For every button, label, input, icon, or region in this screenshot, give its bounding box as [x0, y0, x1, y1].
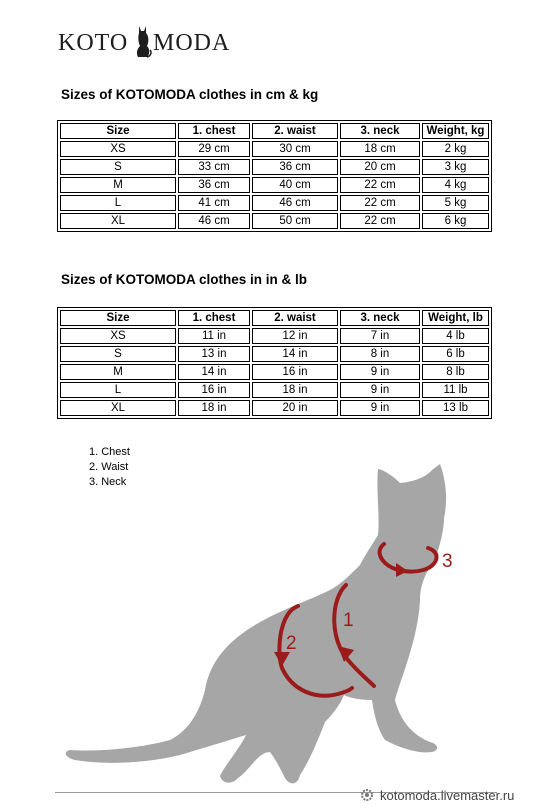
- table-cell: 6 kg: [422, 213, 489, 229]
- footer: [360, 788, 514, 803]
- table-cell: 18 cm: [340, 141, 420, 157]
- table-cell: 13 in: [178, 346, 250, 362]
- table-cell: 9 in: [340, 400, 420, 416]
- table-cell: 11 lb: [422, 382, 489, 398]
- gear-icon: [360, 788, 374, 802]
- column-header: 3. neck: [340, 310, 420, 326]
- table-cell: 18 in: [178, 400, 250, 416]
- waist-marker: 2: [286, 633, 297, 654]
- table-cell: L: [60, 382, 176, 398]
- table-cell: 7 in: [340, 328, 420, 344]
- table-cell: 30 cm: [252, 141, 338, 157]
- table-cell: 16 in: [178, 382, 250, 398]
- column-header: Weight, kg: [422, 123, 489, 139]
- column-header: 1. chest: [178, 123, 250, 139]
- table-cell: 8 in: [340, 346, 420, 362]
- column-header: Weight, lb: [422, 310, 489, 326]
- column-header: 1. chest: [178, 310, 250, 326]
- table-cell: 18 in: [252, 382, 338, 398]
- table-cell: 9 in: [340, 364, 420, 380]
- table-cell: 22 cm: [340, 177, 420, 193]
- table-cell: 8 lb: [422, 364, 489, 380]
- table-cell: 6 lb: [422, 346, 489, 362]
- table-cell: 9 in: [340, 382, 420, 398]
- table-cell: XS: [60, 141, 176, 157]
- table-cell: 3 kg: [422, 159, 489, 175]
- table-cell: L: [60, 195, 176, 211]
- table-cell: 46 cm: [252, 195, 338, 211]
- cat-silhouette-icon: [66, 464, 446, 783]
- column-header: 3. neck: [340, 123, 420, 139]
- table-cell: M: [60, 177, 176, 193]
- table-cell: 33 cm: [178, 159, 250, 175]
- table-cell: 22 cm: [340, 195, 420, 211]
- table-cell: 41 cm: [178, 195, 250, 211]
- table-cell: 40 cm: [252, 177, 338, 193]
- logo-text-left: KOTO: [58, 30, 129, 56]
- chest-marker: 1: [343, 610, 354, 631]
- table-cell: 22 cm: [340, 213, 420, 229]
- table-cell: 20 in: [252, 400, 338, 416]
- table-cell: XL: [60, 400, 176, 416]
- table-cell: 4 kg: [422, 177, 489, 193]
- table-cell: 14 in: [252, 346, 338, 362]
- table-cell: 46 cm: [178, 213, 250, 229]
- table-cell: M: [60, 364, 176, 380]
- column-header: Size: [60, 123, 176, 139]
- table-cell: 36 cm: [178, 177, 250, 193]
- legend-item: 3. Neck: [89, 476, 127, 488]
- logo-text-right: MODA: [153, 30, 231, 56]
- table-cell: 50 cm: [252, 213, 338, 229]
- table-cell: 11 in: [178, 328, 250, 344]
- column-header: 2. waist: [252, 123, 338, 139]
- table-title-imperial: Sizes of KOTOMODA clothes in in & lb: [61, 272, 308, 287]
- table-cell: 36 cm: [252, 159, 338, 175]
- table-cell: S: [60, 346, 176, 362]
- footer-site-link[interactable]: kotomoda.livemaster.ru: [380, 788, 515, 803]
- table-cell: XL: [60, 213, 176, 229]
- table-cell: 20 cm: [340, 159, 420, 175]
- table-cell: 12 in: [252, 328, 338, 344]
- table-cell: 5 kg: [422, 195, 489, 211]
- table-cell: 4 lb: [422, 328, 489, 344]
- table-cell: 29 cm: [178, 141, 250, 157]
- column-header: 2. waist: [252, 310, 338, 326]
- table-cell: S: [60, 159, 176, 175]
- table-title-metric: Sizes of KOTOMODA clothes in cm & kg: [61, 87, 319, 102]
- table-cell: 2 kg: [422, 141, 489, 157]
- table-cell: XS: [60, 328, 176, 344]
- neck-marker: 3: [442, 551, 453, 572]
- table-cell: 13 lb: [422, 400, 489, 416]
- table-cell: 16 in: [252, 364, 338, 380]
- column-header: Size: [60, 310, 176, 326]
- legend-item: 2. Waist: [89, 461, 129, 473]
- table-cell: 14 in: [178, 364, 250, 380]
- legend-item: 1. Chest: [89, 446, 130, 458]
